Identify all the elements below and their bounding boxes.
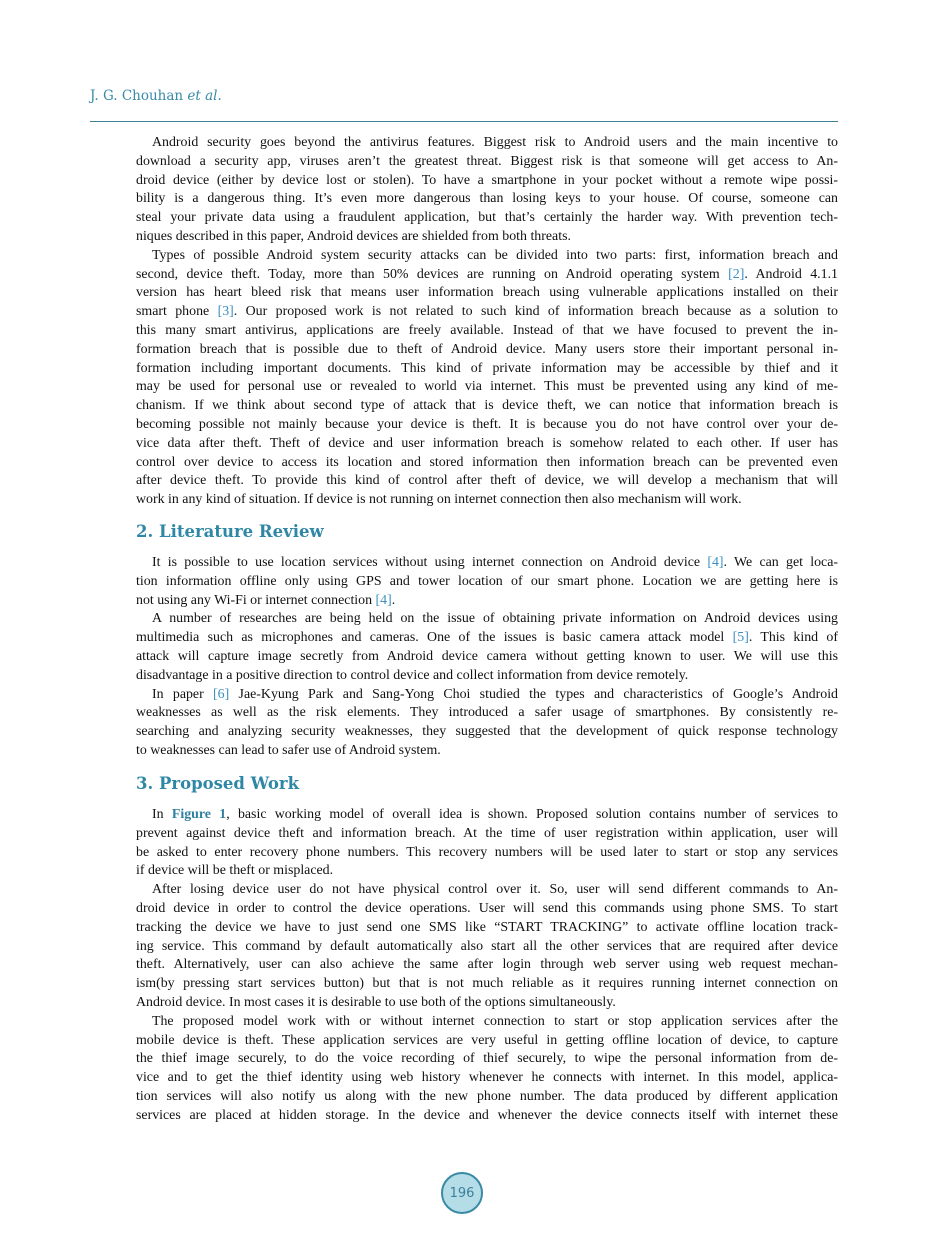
text-line: smart phone [3]. Our proposed work is not related to such kind of information breach because as a solution to [136,304,838,320]
citation-link[interactable]: [2] [728,266,745,282]
text-line: second, device theft. Today, more than 50% devices are running on Android operating system [2]. Android 4.1.1 [136,266,839,282]
text-line: steal your private data using a fraudulent application, but that’s certainly the harder way. With prevention tech- [136,210,838,226]
text-line: not using any Wi-Fi or internet connection [4]. [136,592,396,608]
text-line: work in any kind of situation. If device is not running on internet connection then also mechanism will work. [136,492,742,508]
text-line: services are placed at hidden storage. In the device and whenever the device connects itself with internet these [136,1107,838,1123]
text-line: this many smart antivirus, applications are freely available. Instead of that we have focused to prevent the in- [136,322,838,338]
text-line: bility is a dangerous thing. It’s even more dangerous than losing keys to your house. Of course, someone can [136,191,838,207]
text-line: may be used for personal use or revealed to world via internet. This must be prevented using any kind of me- [136,379,838,395]
text-line: becoming possible not mainly because your device is theft. It is because you do not have control over your de- [136,416,838,432]
text-line: to weaknesses can lead to safer use of Android system. [136,742,441,758]
text-line: after device theft. To provide this kind of control after theft of device, we will develop a mechanism that will [136,473,838,489]
text-line: tion services will also notify us along with the new phone number. The data produced by different application [136,1088,838,1104]
text-line: niques described in this paper, Android devices are shielded from both threats. [136,228,571,244]
text-line: prevent against device theft and information breach. At the time of user registration within application, user will [136,825,838,841]
header-authors: J. G. Chouhan [90,88,184,104]
intro-section [136,134,838,510]
paragraph [136,1013,838,1126]
text-line: formation breach that is possible due to theft of Android device. Many users store their important personal in- [136,341,838,357]
text-line: tion information offline only using GPS and tower location of our smart phone. Location we are getting here is [136,573,838,589]
text-line: formation including important documents. This kind of private information may be accessible by thief and it [136,360,838,376]
paragraph [136,806,838,881]
paragraph [136,554,838,610]
paragraph [136,134,838,247]
text-line: vice data after theft. Theft of device and user information breach is somehow related to each other. If user has [136,435,838,451]
text-line: vice and to get the thief identity using web history whenever he connects with internet. In this model, applica- [136,1070,838,1086]
citation-link[interactable]: [4] [707,555,724,570]
running-header [90,88,222,104]
text-line: searching and analyzing security weaknesses, they suggested that the development of quick response technology [136,724,838,740]
text-line: The proposed model work with or without internet connection to start or stop application services after the [152,1013,838,1029]
text-line: theft. Alternatively, user can also achieve the same after login through web server using web request mechan- [136,957,838,973]
text-line: droid device (either by device lost or stolen). To have a smartphone in your pocket without a remote wipe possi- [136,172,838,188]
text-line: tracking the device we have to just send one SMS like “START TRACKING” to activate offline location track- [136,919,838,935]
text-line: Types of possible Android system security attacks can be divided into two parts: first, information breach and [152,247,838,263]
proposed-work-section [136,806,838,1126]
text-line: version has heart bleed risk that means user information breach using vulnerable applications installed on their [136,285,838,301]
text-line: multimedia such as microphones and cameras. One of the issues is basic camera attack model [5]. This kind of [136,630,838,646]
text-line: It is possible to use location services without using internet connection on Android device [4]. We can get loca- [152,555,838,570]
text-line: Android device. In most cases it is desirable to use both of the options simultaneously. [136,994,616,1010]
paragraph [136,881,838,1013]
text-line: In paper [6] Jae-Kyung Park and Sang-Yong Choi studied the types and characteristics of Google’s Android [152,686,838,702]
text-line: Android security goes beyond the antivirus features. Biggest risk to Android users and the main incentive to [152,135,838,150]
text-line: After losing device user do not have physical control over it. So, user will send different commands to An- [152,882,838,898]
text-line: control over device to access its location and stored information then information breach can be prevented even [136,454,838,470]
text-line: be asked to enter recovery phone numbers. This recovery numbers will be used later to start or stop any services [136,844,838,860]
text-line: ism(by pressing start services button) but that is not much reliable as it requires running internet connection on [136,976,838,992]
text-line: chanism. If we think about second type of attack that is device theft, we can notice that information breach is [136,398,838,414]
citation-link[interactable]: [5] [732,630,749,646]
text-line: attack will capture image secretly from Android device camera without getting known to user. We will use this [136,648,838,664]
text-line: disadvantage in a positive direction to control device and collect information from device remotely. [136,667,689,683]
citation-link[interactable]: [6] [213,686,230,702]
literature-review-section [136,554,838,761]
paragraph [136,686,838,761]
text-line: A number of researches are being held on the issue of obtaining private information on Android devices using [152,611,838,627]
header-etal: et al. [187,88,222,104]
text-line: if device will be theft or misplaced. [136,863,334,879]
text-line: ing service. This command by default automatically also start all the other services that are required after device [136,938,838,954]
figure-link[interactable]: Figure 1 [171,807,227,822]
text-line: mobile device is theft. These application services are very useful in getting offline location of device, to capture [136,1032,838,1048]
text-line: weaknesses as well as the risk elements. They introduced a safer usage of smartphones. By consistently re- [136,705,838,721]
page-number: 196 [441,1172,483,1214]
text-line: droid device in order to control the device operations. User will send this commands using phone SMS. To start [136,900,838,916]
text-line: download a security app, viruses aren’t the greatest threat. Biggest risk is that someone will get access to An- [136,153,838,169]
heading-literature-review: 2. Literature Review [136,522,324,541]
paragraph [136,247,838,510]
citation-link[interactable]: [3] [217,304,234,320]
text-line: the thief image securely, to do the voice recording of thief securely, to wipe the personal information from de- [136,1051,838,1067]
heading-proposed-work: 3. Proposed Work [136,774,300,793]
header-rule [90,121,838,122]
citation-link[interactable]: [4] [375,592,392,608]
text-line: In Figure 1, basic working model of overall idea is shown. Proposed solution contains number of services to [152,807,838,822]
paragraph [136,610,838,685]
